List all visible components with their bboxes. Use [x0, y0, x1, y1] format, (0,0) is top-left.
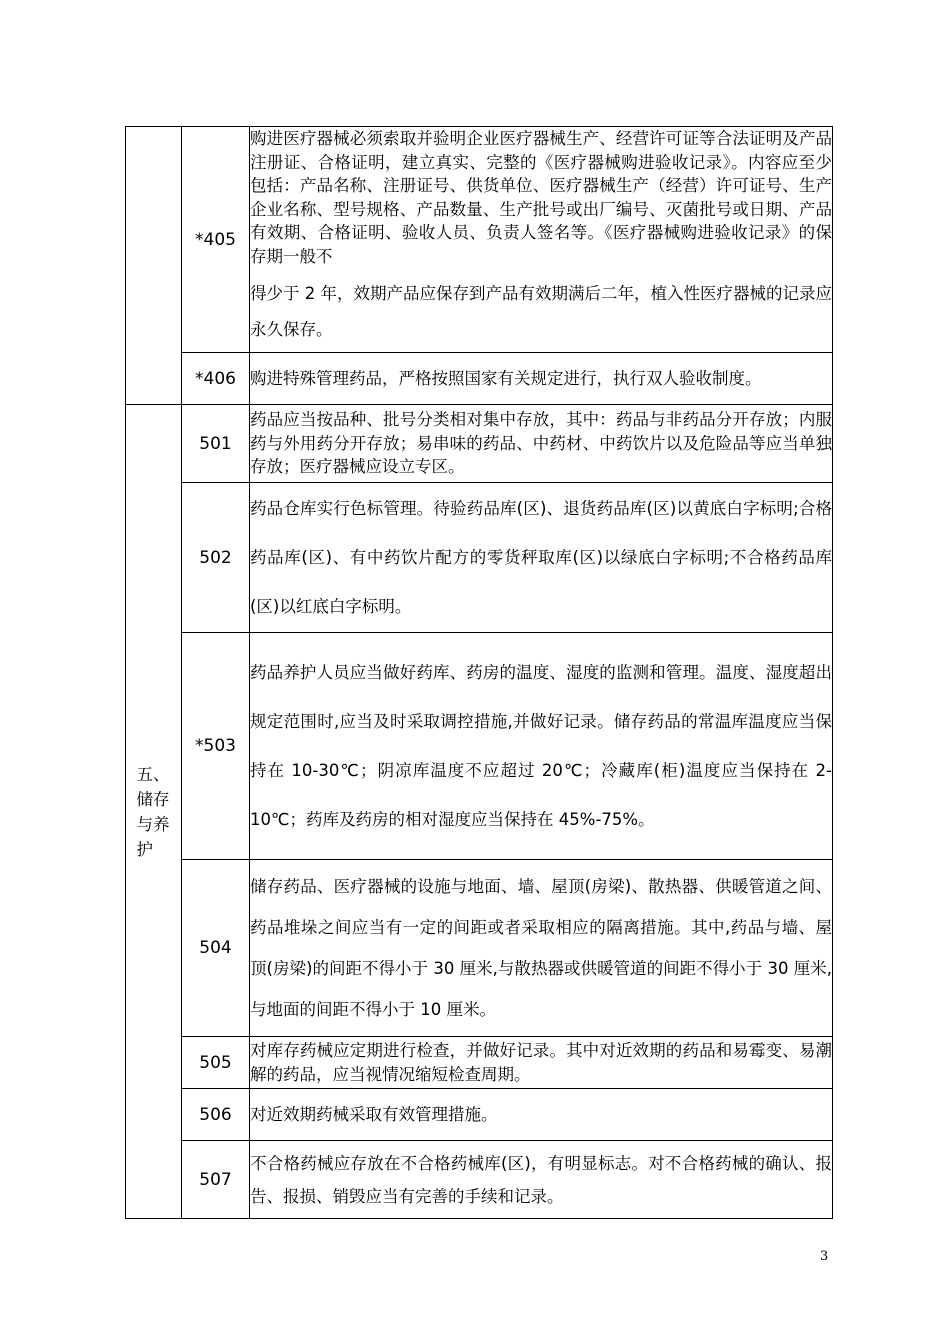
item-code: *503	[182, 633, 250, 860]
requirements-table	[125, 126, 833, 1219]
table-row	[126, 860, 833, 1037]
item-code: *405	[182, 127, 250, 353]
table-row	[126, 127, 833, 353]
page-number: 3	[820, 1249, 829, 1264]
item-content: 药品仓库实行色标管理。待验药品库(区)、退货药品库(区)以黄底白字标明;合格药品库(区)、有中药饮片配方的零货秤取库(区)以绿底白字标明;不合格药品库(区)以红底白字标明。	[250, 483, 833, 633]
item-content-text-cont: 得少于 2 年，效期产品应保存到产品有效期满后二年，植入性医疗器械的记录应永久保存。	[250, 284, 832, 339]
category-cell-empty	[126, 127, 182, 405]
item-content: 储存药品、医疗器械的设施与地面、墙、屋顶(房梁)、散热器、供暖管道之间、药品堆垛之间应当有一定的间距或者采取相应的隔离措施。其中,药品与墙、屋顶(房梁)的间距不得小于 30 厘米,与散热器或供暖管道的间距不得小于 30 厘米,与地面的间距不得小于 10 厘米。	[250, 860, 833, 1037]
item-content: 对近效期药械采取有效管理措施。	[250, 1089, 833, 1141]
item-code: *406	[182, 353, 250, 405]
table-row	[126, 483, 833, 633]
item-content: 购进特殊管理药品，严格按照国家有关规定进行，执行双人验收制度。	[250, 353, 833, 405]
item-code: 506	[182, 1089, 250, 1141]
item-content-text: 购进医疗器械必须索取并验明企业医疗器械生产、经营许可证等合法证明及产品注册证、合格证明，建立真实、完整的《医疗器械购进验收记录》。内容应至少包括：产品名称、注册证号、供货单位、医疗器械生产（经营）许可证号、生产企业名称、型号规格、产品数量、生产批号或出厂编号、灭菌批号或日期、产品有效期、合格证明、验收人员、负责人签名等。《医疗器械购进验收记录》的保存期一般不	[250, 129, 832, 266]
item-code: 507	[182, 1141, 250, 1219]
item-content	[250, 127, 833, 353]
item-code: 501	[182, 405, 250, 483]
item-content: 药品应当按品种、批号分类相对集中存放，其中：药品与非药品分开存放；内服药与外用药分开存放；易串味的药品、中药材、中药饮片以及危险品等应当单独存放；医疗器械应设立专区。	[250, 405, 833, 483]
category-cell	[126, 405, 182, 1219]
table-row	[126, 1089, 833, 1141]
category-label: 五、储存与养护	[136, 764, 170, 859]
item-content: 对库存药械应定期进行检查，并做好记录。其中对近效期的药品和易霉变、易潮解的药品，应当视情况缩短检查周期。	[250, 1037, 833, 1089]
table-row	[126, 1141, 833, 1219]
item-code: 502	[182, 483, 250, 633]
table-row	[126, 353, 833, 405]
table-row	[126, 633, 833, 860]
item-content: 不合格药械应存放在不合格药械库(区)，有明显标志。对不合格药械的确认、报告、报损、销毁应当有完善的手续和记录。	[250, 1141, 833, 1219]
table-row	[126, 1037, 833, 1089]
item-code: 504	[182, 860, 250, 1037]
table-row	[126, 405, 833, 483]
item-content: 药品养护人员应当做好药库、药房的温度、湿度的监测和管理。温度、湿度超出规定范围时,应当及时采取调控措施,并做好记录。储存药品的常温库温度应当保持在 10-30℃；阴凉库温度不应超过 20℃；冷藏库(柜)温度应当保持在 2-10℃；药库及药房的相对湿度应当保持在 45%-75%。	[250, 633, 833, 860]
item-code: 505	[182, 1037, 250, 1089]
